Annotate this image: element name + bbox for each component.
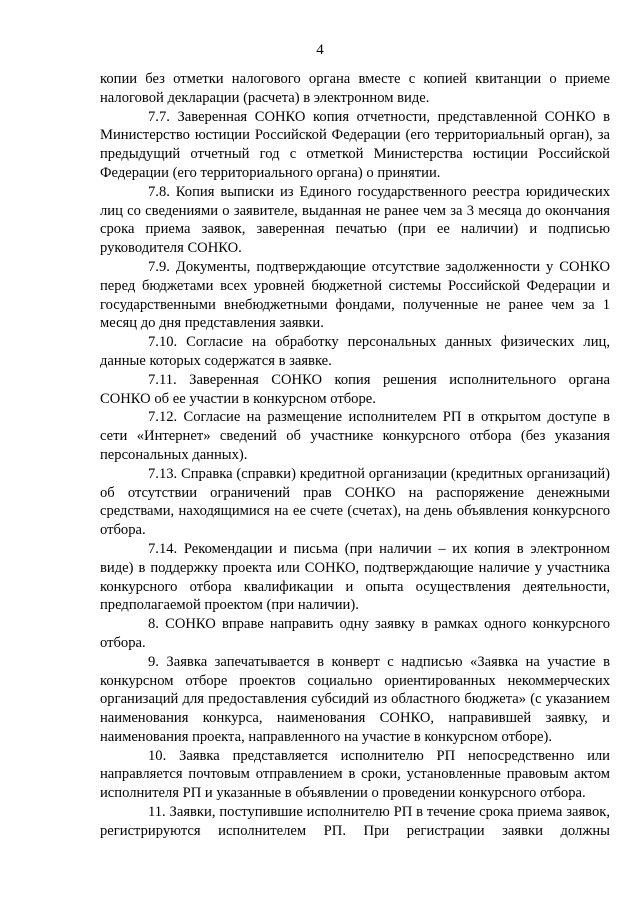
paragraph-11: 11. Заявки, поступившие исполнителю РП в течение срока приема заявок, регистрируются исполнителем РП. При регистрации заявки должны (100, 804, 610, 839)
paragraph-7-13: 7.13. Справка (справки) кредитной организации (кредитных организаций) об отсутствии ограничений прав СОНКО на распоряжение денежными средствами, находящимися на ее счете (счетах), на день объявления конкурсного отбора. (100, 465, 610, 539)
paragraph-7-14: 7.14. Рекомендации и письма (при наличии – их копия в электронном виде) в поддержку проекта или СОНКО, подтверждающие наличие у участника конкурсного отбора квалификации и опыта осуществления деятельности, предполагаемой проектом (при наличии). (100, 540, 610, 614)
paragraph-7-12: 7.12. Согласие на размещение исполнителем РП в открытом доступе в сети «Интернет» сведений об участнике конкурсного отбора (без указания персональных данных). (100, 409, 610, 463)
paragraph-7-7: 7.7. Заверенная СОНКО копия отчетности, представленной СОНКО в Министерство юстиции Российской Федерации (его территориальный орган), за предыдущий отчетный год с отметкой Министерства юстиции Российской Федерации (его территориального органа) о принятии. (100, 108, 610, 181)
paragraph-7-10: 7.10. Согласие на обработку персональных данных физических лиц, данные которых содержатся в заявке. (100, 334, 610, 369)
paragraph-10: 10. Заявка представляется исполнителю РП непосредственно или направляется почтовым отправлением в сроки, установленные правовым актом исполнителя РП и указанные в объявлении о проведении конкурсного отбора. (100, 747, 610, 802)
paragraph-7-11: 7.11. Заверенная СОНКО копия решения исполнительного органа СОНКО об ее участии в конкурсном отборе. (100, 371, 610, 407)
paragraph-7-9: 7.9. Документы, подтверждающие отсутствие задолженности у СОНКО перед бюджетами всех уровней бюджетной системы Российской Федерации и государственными внебюджетными фондами, полученные не ранее чем за 1 месяц до дня представления заявки. (100, 258, 610, 332)
paragraph-9: 9. Заявка запечатывается в конверт с надписью «Заявка на участие в конкурсном отборе проектов социально ориентированных некоммерческих организаций для предоставления субсидий из областного бюджета» (с указанием наименования конкурса, наименования СОНКО, направившей заявку, и наименования проекта, направленного на участие в конкурсном отборе). (100, 653, 610, 745)
paragraph-7-8: 7.8. Копия выписки из Единого государственного реестра юридических лиц со сведениями о заявителе, выданная не ранее чем за 3 месяца до окончания срока приема заявок, заверенная печатью (при ее наличии) и подписью руководителя СОНКО. (100, 183, 610, 257)
paragraph-continuation: копии без отметки налогового органа вместе с копией квитанции о приеме налоговой декларации (расчета) в электронном виде. (100, 71, 610, 106)
document-body (100, 70, 610, 841)
page-number: 4 (316, 42, 324, 58)
paragraph-8: 8. СОНКО вправе направить одну заявку в рамках одного конкурсного отбора. (100, 616, 610, 651)
